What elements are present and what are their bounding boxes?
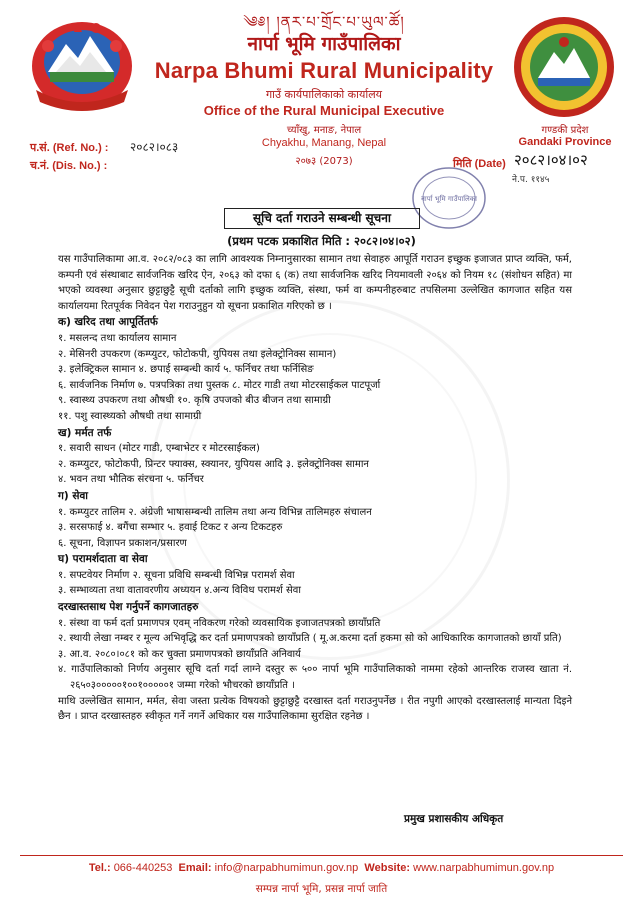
list-item: १. कम्प्युटर तालिम २. अंग्रेजी भाषासम्बन्धी तालिम तथा अन्य विभिन्न तालिमहरु संचालन — [58, 506, 372, 518]
province-label — [500, 122, 630, 148]
list-item: २. स्थायी लेखा नम्बर र मूल्य अभिवृद्धि कर दर्ता प्रमाणपत्रको छायाँप्रति ( मू.अ.करमा दर्ता हकमा सो को आधिकारिक कागजातको छायाँ प्रति) — [58, 633, 562, 645]
list-item: १. मसलन्द तथा कार्यालय सामान — [58, 332, 177, 344]
tel-label: Tel.: — [88, 862, 111, 874]
footer-divider — [20, 855, 623, 856]
date-label: मिति (Date) — [453, 158, 506, 170]
section-heading: ख) मर्मत तर्फ — [58, 426, 112, 439]
page-number: ने.प. ११४५ — [512, 175, 550, 185]
closing-paragraph: माथि उल्लेखित सामान, मर्मत, सेवा जस्ता प्रत्येक विषयको छुट्टाछुट्टै दरखास्त दर्ता गराउनुपर्नेछ । रीत नपुगी आएको दरखास्तलाई मान्यता दिइने छैन । प्राप्त दरखास्तहरु स्वीकृत गर्ने नगर्ने अधिकार यस गाउँपालिकामा सुरक्षित रहनेछ । — [58, 695, 572, 723]
list-item: २. कम्प्युटर, फोटोकपी, प्रिन्टर फ्याक्स, स्क्यानर, युपियस आदि ३. इलेक्ट्रोनिक्स सामान — [58, 458, 369, 470]
location-english: Chyakhu, Manang, Nepal — [261, 137, 387, 149]
date-value: २०८२।०४।०२ — [514, 151, 588, 169]
tel-value: 066-440253 — [113, 862, 173, 874]
signature-title: प्रमुख प्रशासकीय अधिकृत — [404, 813, 504, 825]
ref-no-label: प.सं. (Ref. No.) : — [30, 142, 109, 154]
municipality-name-nepali: नार्पा भूमि गाउँपालिका — [247, 33, 401, 55]
website-value[interactable]: www.narpabhumimun.gov.np — [413, 862, 555, 874]
letterhead — [140, 6, 508, 167]
tibetan-script-line: ༄༅། །ནར་པ་གྲོང་པ་ཡུལ་ཚོ། — [243, 13, 405, 31]
office-name-english: Office of the Rural Municipal Executive — [203, 103, 445, 118]
list-item: ९. स्वास्थ्य उपकरण तथा औषधी १०. कृषि उपजको बीउ बीजन तथा सामाग्री — [58, 395, 331, 407]
intro-paragraph: यस गाउँपालिकामा आ.व. २०८२/०८३ का लागि आवश्यक निम्नानुसारका सामान तथा सेवाहरु आपूर्ति गराउन इच्छुक इजाजत प्राप्त व्यक्ति, फर्म, कम्पनी एवं संस्थाबाट सार्वजनिक खरिद ऐन, २०६३ को दफा ६ (क) तथा सार्वजनिक खरिद नियमावली २०६४ को नियम १८ (संशोधन सहित) मा भएको व्यवस्था अनुसार छुट्टाछुट्टै सूची दर्ताको लागि इच्छुक व्यक्ति, संस्था, फर्म वा कम्पनीहरुबाट तपसिलमा उल्लेखित कागजात सहित यस कार्यालयमा रितपूर्वक निवेदन पेश गराउनुहुन यो सूचना प्रकाशित गरिएको छ । — [58, 254, 572, 312]
notice-body — [58, 252, 572, 725]
list-item: ३. इलेक्ट्रिकल सामान ४. छपाई सम्बन्धी कार्य ५. फर्निचर तथा फर्निसिङ — [58, 364, 314, 376]
email-label: Email: — [178, 862, 212, 874]
office-name-nepali: गाउँ कार्यपालिकाको कार्यालय — [265, 88, 383, 101]
list-item: १. संस्था वा फर्म दर्ता प्रमाणपत्र एवम् नविकरण गरेको व्यवसायिक इजाजतपत्रको छायाँप्रति — [58, 617, 381, 629]
list-item: २. मेसिनरी उपकरण (कम्प्युटर, फोटोकपी, युपियस तथा इलेक्ट्रोनिक्स सामान) — [58, 348, 337, 360]
list-item: ६. सार्वजनिक निर्माण ७. पत्रपत्रिका तथा पुस्तक ८. मोटर गाडी तथा मोटरसाईकल पाटपूर्जा — [58, 379, 381, 391]
list-item: ३. आ.व. २०८०।०८१ को कर चुक्ता प्रमाणपत्रको छायाँप्रति अनिवार्य — [58, 648, 301, 660]
nepal-emblem-icon — [26, 10, 138, 114]
email-value[interactable]: info@narpabhumimun.gov.np — [214, 862, 359, 874]
footer-slogan: सम्पन्न नार्पा भूमि, प्रसन्न नार्पा जाति — [255, 883, 388, 895]
office-stamp-icon — [410, 165, 488, 231]
list-item: ३. सरसफाई ४. बगैंचा सम्भार ५. हवाई टिकट र अन्य टिकटहरु — [58, 522, 283, 534]
section-heading: घ) परामर्शदाता वा सेवा — [58, 553, 148, 566]
established-year: २०७३ (2073) — [295, 156, 353, 167]
province-nepali: गण्डकी प्रदेश — [541, 125, 589, 136]
section-heading: क) खरिद तथा आपूर्तितर्फ — [58, 316, 158, 329]
dis-no-label: च.नं. (Dis. No.) : — [30, 160, 108, 172]
list-item: ४. भवन तथा भौतिक संरचना ५. फर्निचर — [58, 474, 204, 486]
section-heading: ग) सेवा — [58, 489, 89, 502]
location-nepali: च्याँखु, मनाङ, नेपाल — [286, 125, 362, 136]
list-item: ३. सम्भाव्यता तथा वातावरणीय अध्ययन ४.अन्य विविध परामर्श सेवा — [58, 585, 301, 597]
list-item: १. सफ्टवेयर निर्माण २. सूचना प्रविधि सम्बन्धी विभिन्न परामर्श सेवा — [58, 569, 295, 581]
notice-subtitle: (प्रथम पटक प्रकाशित मिति : २०८२।०४।०२) — [227, 234, 416, 248]
municipality-name-english: Narpa Bhumi Rural Municipality — [154, 58, 494, 83]
website-label: Website: — [364, 862, 411, 874]
stamp-text: नार्पा भूमि गाउँपालिका — [421, 195, 477, 203]
footer-contact — [0, 862, 643, 874]
list-item: ११. पशु स्वास्थ्यको औषधी तथा सामाग्री — [58, 410, 202, 422]
province-english: Gandaki Province — [518, 136, 612, 148]
notice-title: सूचि दर्ता गराउने सम्बन्धी सूचना — [224, 208, 420, 229]
ref-no-value: २०८२।०८३ — [130, 140, 179, 154]
list-item: ४. गाउँपालिकाको निर्णय अनुसार सूचि दर्ता गर्दा लाग्ने दस्तुर रू ५०० नार्पा भूमि गाउँपालिकाको नाममा रहेको आन्तरिक राजस्व खाता नं. २६५०३०००००१००१०००००१ जम्मा गरेको भौचरको छायाँप्रति । — [58, 664, 572, 692]
list-item: १. सवारी साधन (मोटर गाडी, एम्बाभेटर र मोटरसाईकल) — [58, 443, 260, 455]
municipality-logo-icon — [508, 14, 620, 120]
list-item: ६. सूचना, विज्ञापन प्रकाशन/प्रसारण — [58, 537, 187, 549]
section-heading: दरखास्तसाथ पेश गर्नुपर्ने कागजातहरु — [58, 601, 199, 614]
